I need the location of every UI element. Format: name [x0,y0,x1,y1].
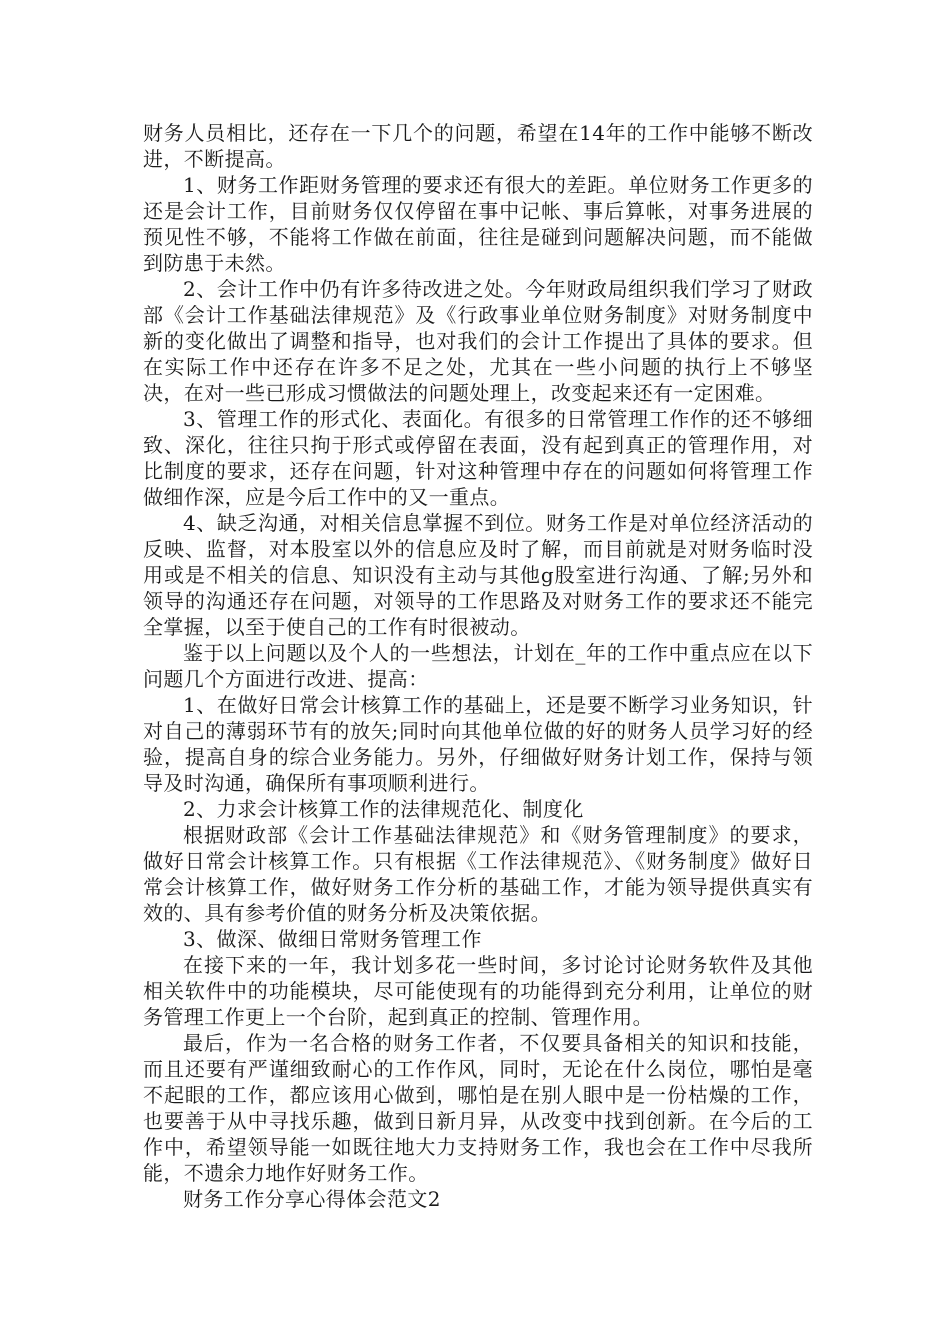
paragraph-plan-3-heading: 3、做深、做细日常财务管理工作 [183,927,482,951]
paragraph-plan-intro: 鉴于以上问题以及个人的一些想法，计划在_年的工作中重点应在以下问题几个方面进行改进、提高： [143,641,813,691]
paragraph-problem-2: 2、会计工作中仍有许多待改进之处。今年财政局组织我们学习了财政部《会计工作基础法律规范》及《行政事业单位财务制度》对财务制度中新的变化做出了调整和指导，也对我们的会计工作提出了具体的要求。但在实际工作中还存在许多不足之处，尤其在一些小问题的执行上不够坚决，在对一些已形成习惯做法的问题处理上，改变起来还有一定困难。 [143,277,813,405]
document-body [143,120,813,1212]
paragraph-plan-1: 1、在做好日常会计核算工作的基础上，还是要不断学习业务知识，针对自己的薄弱环节有的放矢;同时向其他单位做的好的财务人员学习好的经验，提高自身的综合业务能力。另外，仔细做好财务计划工作，保持与领导及时沟通，确保所有事项顺利进行。 [143,693,813,795]
paragraph-plan-2-heading: 2、力求会计核算工作的法律规范化、制度化 [183,797,584,821]
paragraph-plan-2-body: 根据财政部《会计工作基础法律规范》和《财务管理制度》的要求，做好日常会计核算工作。只有根据《工作法律规范》、《财务制度》做好日常会计核算工作，做好财务工作分析的基础工作，才能为领导提供真实有效的、具有参考价值的财务分析及决策依据。 [143,823,813,925]
paragraph-problem-1: 1、财务工作距财务管理的要求还有很大的差距。单位财务工作更多的还是会计工作，目前财务仅仅停留在事中记帐、事后算帐，对事务进展的预见性不够，不能将工作做在前面，往往是碰到问题解决问题，而不能做到防患于未然。 [143,173,813,275]
paragraph-intro: 财务人员相比，还存在一下几个的问题，希望在14年的工作中能够不断改进，不断提高。 [143,121,813,171]
section-title-next: 财务工作分享心得体会范文2 [183,1187,441,1211]
paragraph-problem-3: 3、管理工作的形式化、表面化。有很多的日常管理工作作的还不够细致、深化，往往只拘于形式或停留在表面，没有起到真正的管理作用，对比制度的要求，还存在问题，针对这种管理中存在的问题如何将管理工作做细作深，应是今后工作中的又一重点。 [143,407,813,509]
paragraph-conclusion: 最后，作为一名合格的财务工作者，不仅要具备相关的知识和技能，而且还要有严谨细致耐心的工作作风，同时，无论在什么岗位，哪怕是毫不起眼的工作，都应该用心做到，哪怕是在别人眼中是一份枯燥的工作，也要善于从中寻找乐趣，做到日新月异，从改变中找到创新。在今后的工作中，希望领导能一如既往地大力支持财务工作，我也会在工作中尽我所能，不遗余力地作好财务工作。 [143,1031,813,1185]
paragraph-plan-3-body: 在接下来的一年，我计划多花一些时间，多讨论讨论财务软件及其他相关软件中的功能模块，尽可能使现有的功能得到充分利用，让单位的财务管理工作更上一个台阶，起到真正的控制、管理作用。 [143,953,813,1029]
paragraph-problem-4: 4、缺乏沟通，对相关信息掌握不到位。财务工作是对单位经济活动的反映、监督，对本股室以外的信息应及时了解，而目前就是对财务临时没用或是不相关的信息、知识没有主动与其他g股室进行沟通、了解;另外和领导的沟通还存在问题，对领导的工作思路及对财务工作的要求还不能完全掌握，以至于使自己的工作有时很被动。 [143,511,813,639]
